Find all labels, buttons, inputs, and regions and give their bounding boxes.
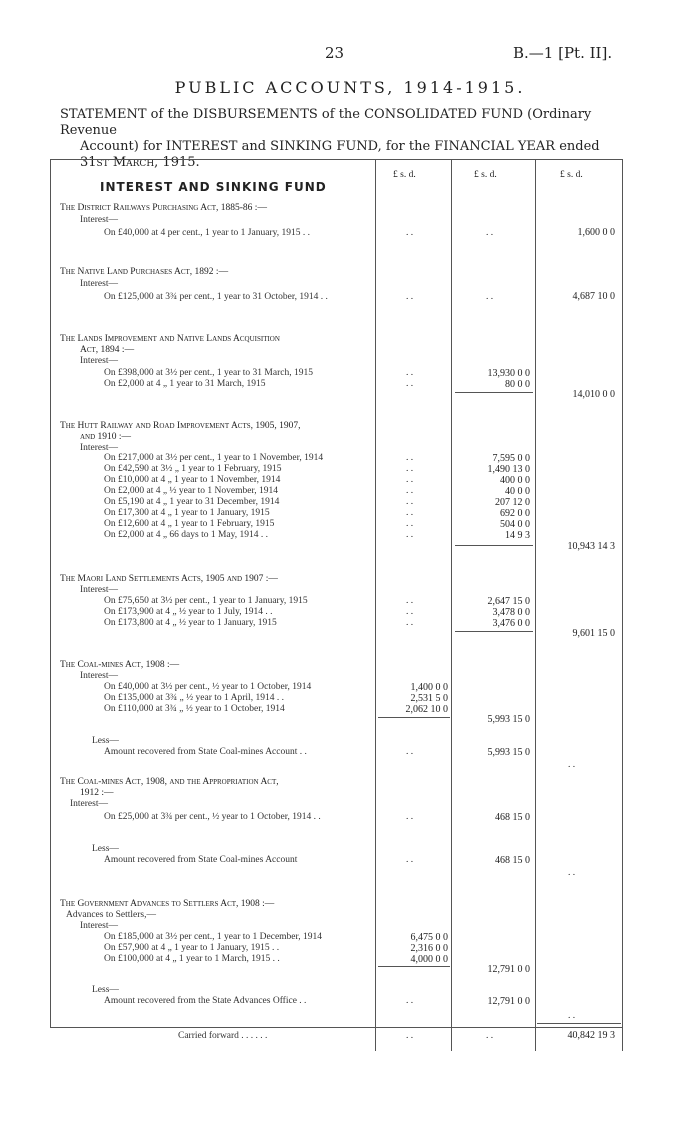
act-heading: The Hutt Railway and Road Improvement Acts, 1905, 1907, <box>60 421 301 431</box>
line-amount: 5,993 15 0 <box>487 747 530 758</box>
empty-cell: . . <box>406 855 414 865</box>
empty-cell: . . <box>406 292 414 302</box>
column-header: £ s. d. <box>560 170 583 180</box>
line-item: On £173,800 at 4 „ ½ year to 1 January, 1915 <box>104 618 277 628</box>
statement-heading <box>60 107 640 171</box>
line-amount: 692 0 0 <box>500 508 530 519</box>
less-label: Less— <box>92 736 119 746</box>
act-heading: The District Railways Purchasing Act, 1885-86 :— <box>60 203 267 213</box>
less-label: Less— <box>92 844 119 854</box>
page-number: 23 <box>325 44 345 62</box>
line-item: On £398,000 at 3½ per cent., 1 year to 31 March, 1915 <box>104 368 313 378</box>
line-item: On £217,000 at 3½ per cent., 1 year to 1 November, 1914 <box>104 453 324 463</box>
table-right-rule <box>622 159 623 1051</box>
line-amount: 14 9 3 <box>505 530 530 541</box>
act-heading: The Coal-mines Act, 1908, and the Appropriation Act, <box>60 777 279 787</box>
line-amount: 400 0 0 <box>500 475 530 486</box>
line-item: Amount recovered from State Coal-mines Account <box>104 855 298 865</box>
line-item: On £110,000 at 3¾ „ ½ year to 1 October, 1914 <box>104 704 285 714</box>
page-title: PUBLIC ACCOUNTS, 1914-1915. <box>174 78 526 97</box>
column-rule <box>375 159 376 1051</box>
act-heading: The Government Advances to Settlers Act, 1908 :— <box>60 899 275 909</box>
line-item: On £2,000 at 4 „ ½ year to 1 November, 1914 <box>104 486 279 496</box>
empty-cell: . . <box>406 464 414 474</box>
table-top-rule <box>50 159 622 160</box>
act-total: . . <box>568 760 576 770</box>
line-amount: 2,647 15 0 <box>487 596 530 607</box>
line-amount: 4,000 0 0 <box>410 954 448 965</box>
interest-label: Interest— <box>80 443 118 453</box>
sum-rule <box>455 631 533 632</box>
line-item: On £2,000 at 4 „ 1 year to 31 March, 1915 <box>104 379 266 389</box>
sum-rule <box>537 1023 621 1024</box>
column-header: £ s. d. <box>474 170 497 180</box>
interest-label: Interest— <box>80 671 118 681</box>
line-amount: 7,595 0 0 <box>492 453 530 464</box>
line-item: On £173,900 at 4 „ ½ year to 1 July, 1914 . . <box>104 607 273 617</box>
line-item: On £135,000 at 3¾ „ ½ year to 1 April, 1914 . . <box>104 693 284 703</box>
subtotal: 12,791 0 0 <box>487 964 530 975</box>
empty-cell: . . <box>406 607 414 617</box>
line-amount: 2,062 10 0 <box>405 704 448 715</box>
line-amount: 1,490 13 0 <box>487 464 530 475</box>
line-amount: 3,476 0 0 <box>492 618 530 629</box>
column-header: £ s. d. <box>393 170 416 180</box>
act-total: 1,600 0 0 <box>577 227 615 238</box>
empty-cell: . . <box>406 747 414 757</box>
interest-label: Interest— <box>80 215 118 225</box>
act-heading: The Maori Land Settlements Acts, 1905 and 1907 :— <box>60 574 278 584</box>
act-total: 9,601 15 0 <box>572 628 615 639</box>
line-amount: 6,475 0 0 <box>410 932 448 943</box>
empty-cell: . . <box>486 228 494 238</box>
interest-label: Interest— <box>80 585 118 595</box>
line-amount: 1,400 0 0 <box>410 682 448 693</box>
line-amount: 2,531 5 0 <box>410 693 448 704</box>
line-item: On £17,300 at 4 „ 1 year to 1 January, 1915 <box>104 508 270 518</box>
line-item: On £125,000 at 3¾ per cent., 1 year to 31 October, 1914 . . <box>104 292 328 302</box>
line-amount: 468 15 0 <box>495 855 530 866</box>
document-reference: B.—1 [Pt. II]. <box>513 44 613 62</box>
act-heading: Act, 1894 :— <box>80 345 135 355</box>
statement-line: Account) for INTEREST and SINKING FUND, for the FINANCIAL YEAR ended <box>80 139 600 154</box>
empty-cell: . . <box>406 486 414 496</box>
act-heading: The Native Land Purchases Act, 1892 :— <box>60 267 229 277</box>
interest-label: Interest— <box>70 799 108 809</box>
act-heading: 1912 :— <box>80 788 114 798</box>
empty-cell: . . <box>406 379 414 389</box>
empty-cell: . . <box>486 1031 494 1041</box>
line-amount: 207 12 0 <box>495 497 530 508</box>
act-total: 14,010 0 0 <box>572 389 615 400</box>
act-heading: The Coal-mines Act, 1908 :— <box>60 660 180 670</box>
line-item: On £42,590 at 3½ „ 1 year to 1 February, 1915 <box>104 464 282 474</box>
line-amount: 13,930 0 0 <box>487 368 530 379</box>
carried-forward-label: Carried forward . . . . . . <box>178 1031 268 1041</box>
line-item: On £10,000 at 4 „ 1 year to 1 November, 1914 <box>104 475 281 485</box>
empty-cell: . . <box>406 368 414 378</box>
line-item: On £185,000 at 3½ per cent., 1 year to 1 December, 1914 <box>104 932 323 942</box>
line-amount: 504 0 0 <box>500 519 530 530</box>
line-amount: 12,791 0 0 <box>487 996 530 1007</box>
line-item: Amount recovered from State Coal-mines Account . . <box>104 747 307 757</box>
sum-rule <box>455 545 533 546</box>
table-left-rule <box>50 159 51 1027</box>
subtotal: 5,993 15 0 <box>487 714 530 725</box>
less-label: Less— <box>92 985 119 995</box>
line-item: On £40,000 at 4 per cent., 1 year to 1 January, 1915 . . <box>104 228 310 238</box>
statement-line: STATEMENT of the DISBURSEMENTS of the CONSOLIDATED FUND (Ordinary Revenue <box>60 107 592 138</box>
act-heading: and 1910 :— <box>80 432 132 442</box>
line-amount: 2,316 0 0 <box>410 943 448 954</box>
line-item: On £40,000 at 3½ per cent., ½ year to 1 October, 1914 <box>104 682 312 692</box>
line-item: On £2,000 at 4 „ 66 days to 1 May, 1914 . . <box>104 530 269 540</box>
empty-cell: . . <box>406 475 414 485</box>
act-total: 10,943 14 3 <box>567 541 615 552</box>
line-amount: 80 0 0 <box>505 379 530 390</box>
empty-cell: . . <box>406 497 414 507</box>
empty-cell: . . <box>406 596 414 606</box>
section-title: INTEREST AND SINKING FUND <box>100 180 327 194</box>
empty-cell: . . <box>406 228 414 238</box>
line-item: On £5,190 at 4 „ 1 year to 31 December, 1914 <box>104 497 280 507</box>
empty-cell: . . <box>406 530 414 540</box>
act-total: . . <box>568 1011 576 1021</box>
line-item: On £12,600 at 4 „ 1 year to 1 February, 1915 <box>104 519 275 529</box>
interest-label: Interest— <box>80 921 118 931</box>
empty-cell: . . <box>406 618 414 628</box>
empty-cell: . . <box>406 812 414 822</box>
line-item: On £25,000 at 3¾ per cent., ½ year to 1 October, 1914 . . <box>104 812 321 822</box>
empty-cell: . . <box>486 292 494 302</box>
empty-cell: . . <box>406 519 414 529</box>
line-amount: 3,478 0 0 <box>492 607 530 618</box>
empty-cell: . . <box>406 508 414 518</box>
act-total: 4,687 10 0 <box>572 291 615 302</box>
interest-label: Interest— <box>80 279 118 289</box>
advances-label: Advances to Settlers,— <box>66 910 156 920</box>
line-item: On £57,900 at 4 „ 1 year to 1 January, 1915 . . <box>104 943 280 953</box>
statement-line: 31st March, 1915. <box>80 155 200 170</box>
empty-cell: . . <box>406 996 414 1006</box>
empty-cell: . . <box>406 1031 414 1041</box>
sum-rule <box>455 392 533 393</box>
line-amount: 468 15 0 <box>495 812 530 823</box>
act-heading: The Lands Improvement and Native Lands Acquisition <box>60 334 280 344</box>
line-item: On £100,000 at 4 „ 1 year to 1 March, 1915 . . <box>104 954 280 964</box>
line-amount: 40 0 0 <box>505 486 530 497</box>
carried-forward-total: 40,842 19 3 <box>567 1030 615 1041</box>
table-bottom-rule <box>50 1027 622 1028</box>
act-total: . . <box>568 868 576 878</box>
interest-label: Interest— <box>80 356 118 366</box>
line-item: Amount recovered from the State Advances Office . . <box>104 996 307 1006</box>
line-item: On £75,650 at 3½ per cent., 1 year to 1 January, 1915 <box>104 596 308 606</box>
empty-cell: . . <box>406 453 414 463</box>
